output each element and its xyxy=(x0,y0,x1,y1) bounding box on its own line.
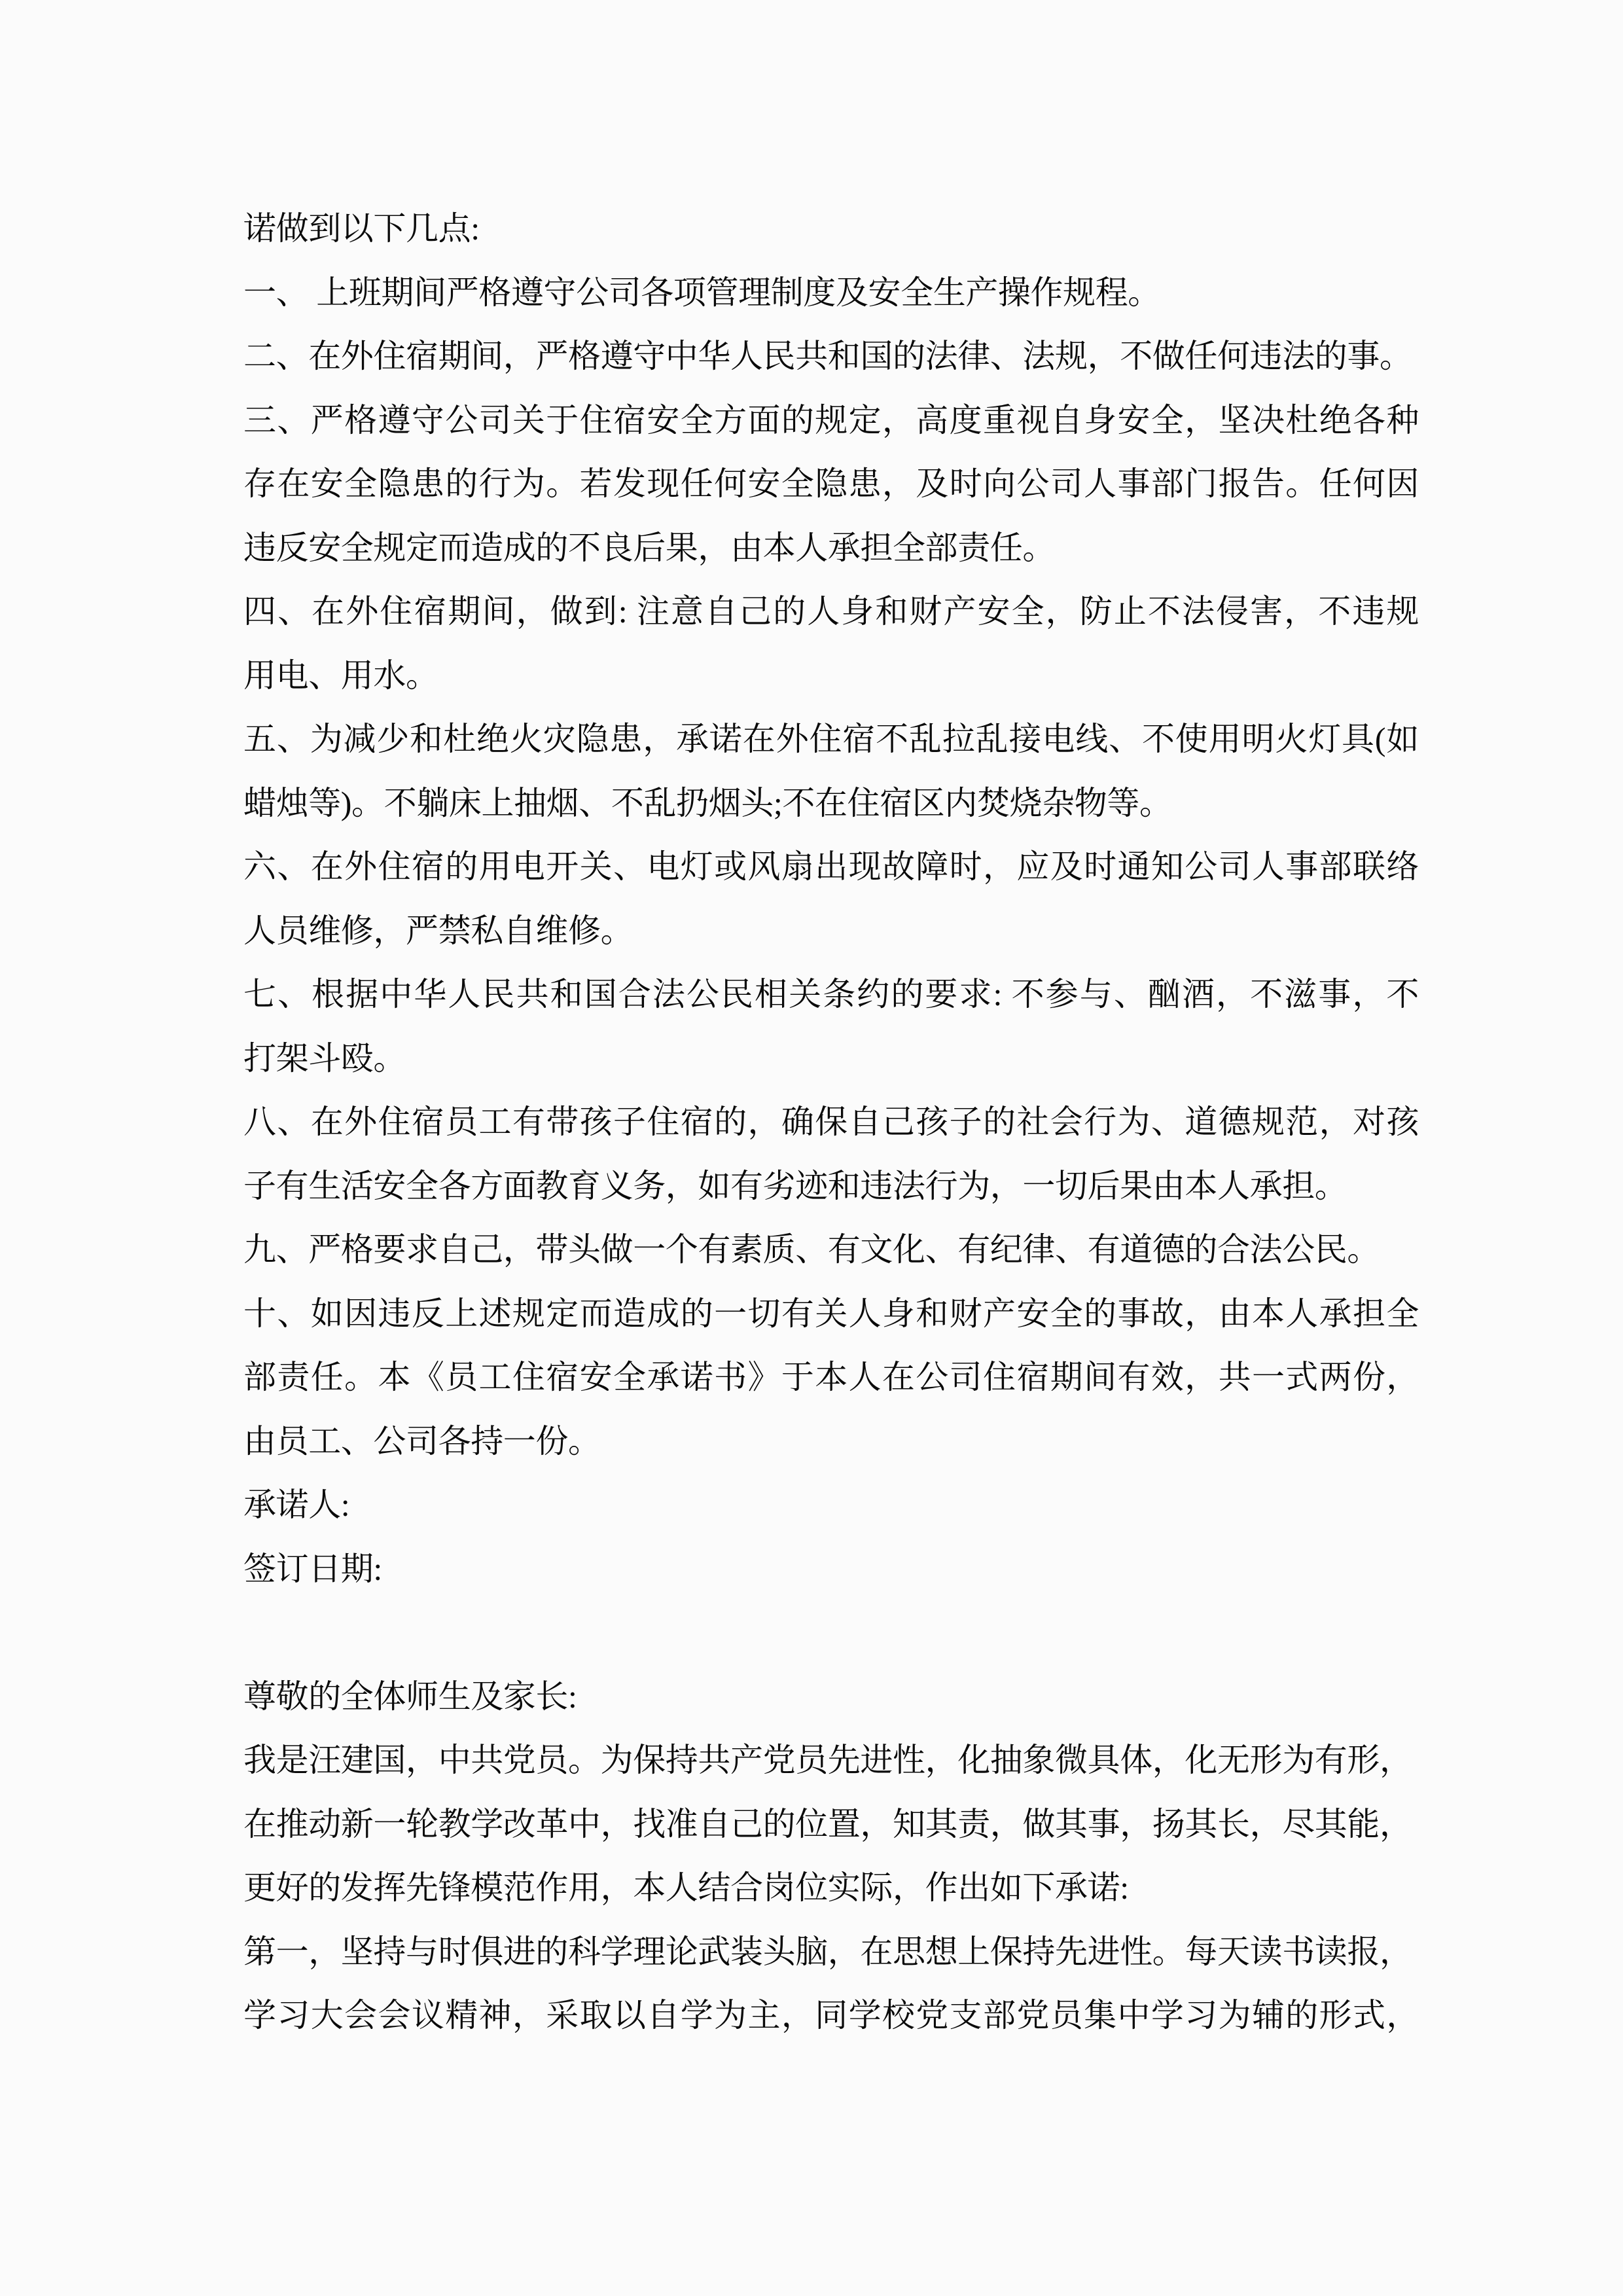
sign-date-label-line: 签订日期: xyxy=(243,1550,382,1587)
clause-7-line: 打架斗殴。 xyxy=(243,1039,406,1077)
clause-6-line: 人员维修，严禁私自维修。 xyxy=(243,912,633,949)
clause-3-line: 违反安全规定而造成的不良后果，由本人承担全部责任。 xyxy=(243,529,1055,566)
clause-4-line: 用电、用水。 xyxy=(243,656,438,694)
clause-10-line: 部责任。本《员工住宿安全承诺书》于本人在公司住宿期间有效，共一式两份， xyxy=(243,1359,1419,1395)
commitment-intro-line: 诺做到以下几点: xyxy=(243,210,480,247)
clause-2-line: 二、在外住宿期间，严格遵守中华人民共和国的法律、法规，不做任何违法的事。 xyxy=(243,338,1412,374)
clause-5-line: 五、为减少和杜绝火灾隐患，承诺在外住宿不乱拉乱接电线、不使用明火灯具(如 xyxy=(243,721,1419,757)
pledge-item-1-line: 第一，坚持与时俱进的科学理论武装头脑，在思想上保持先进性。每天读书读报， xyxy=(243,1933,1412,1970)
clause-6-line: 六、在外住宿的用电开关、电灯或风扇出现故障时，应及时通知公司人事部联络 xyxy=(243,848,1419,885)
clause-8-line: 子有生活安全各方面教育义务，如有劣迹和违法行为，一切后果由本人承担。 xyxy=(243,1167,1347,1204)
pledge-item-1-line: 学习大会会议精神，采取以自学为主，同学校党支部党员集中学习为辅的形式， xyxy=(243,1997,1419,2034)
clause-10-line: 由员工、公司各持一份。 xyxy=(243,1422,601,1460)
clause-9-line: 九、严格要求自己，带头做一个有素质、有文化、有纪律、有道德的合法公民。 xyxy=(243,1231,1380,1268)
pledge-body-line: 在推动新一轮教学改革中，找准自己的位置，知其责，做其事，扬其长，尽其能， xyxy=(243,1805,1412,1842)
clause-5-line: 蜡烛等)。不躺床上抽烟、不乱扔烟头;不在住宿区内焚烧杂物等。 xyxy=(243,784,1172,821)
pledge-body-line: 我是汪建国，中共党员。为保持共产党员先进性，化抽象微具体，化无形为有形， xyxy=(243,1742,1412,1778)
pledge-letter-section xyxy=(243,1665,1419,2048)
clause-1-line: 一、 上班期间严格遵守公司各项管理制度及安全生产操作规程。 xyxy=(243,274,1160,311)
clause-3-line: 存在安全隐患的行为。若发现任何安全隐患，及时向公司人事部门报告。任何因 xyxy=(243,465,1419,502)
clause-4-line: 四、在外住宿期间，做到: 注意自己的人身和财产安全，防止不法侵害，不违规 xyxy=(243,593,1419,630)
clause-7-line: 七、根据中华人民共和国合法公民相关条约的要求: 不参与、酗酒，不滋事，不 xyxy=(243,976,1419,1013)
clause-8-line: 八、在外住宿员工有带孩子住宿的，确保自己孩子的社会行为、道德规范，对孩 xyxy=(243,1103,1419,1140)
promisor-label-line: 承诺人: xyxy=(243,1486,350,1523)
commitment-letter-section xyxy=(243,197,1419,1601)
clause-3-line: 三、严格遵守公司关于住宿安全方面的规定，高度重视自身安全，坚决杜绝各种 xyxy=(243,401,1419,439)
clause-10-line: 十、如因违反上述规定而造成的一切有关人身和财产安全的事故，由本人承担全 xyxy=(243,1295,1419,1332)
pledge-body-line: 更好的发挥先锋模范作用，本人结合岗位实际，作出如下承诺: xyxy=(243,1869,1129,1906)
salutation-line: 尊敬的全体师生及家长: xyxy=(243,1677,577,1715)
